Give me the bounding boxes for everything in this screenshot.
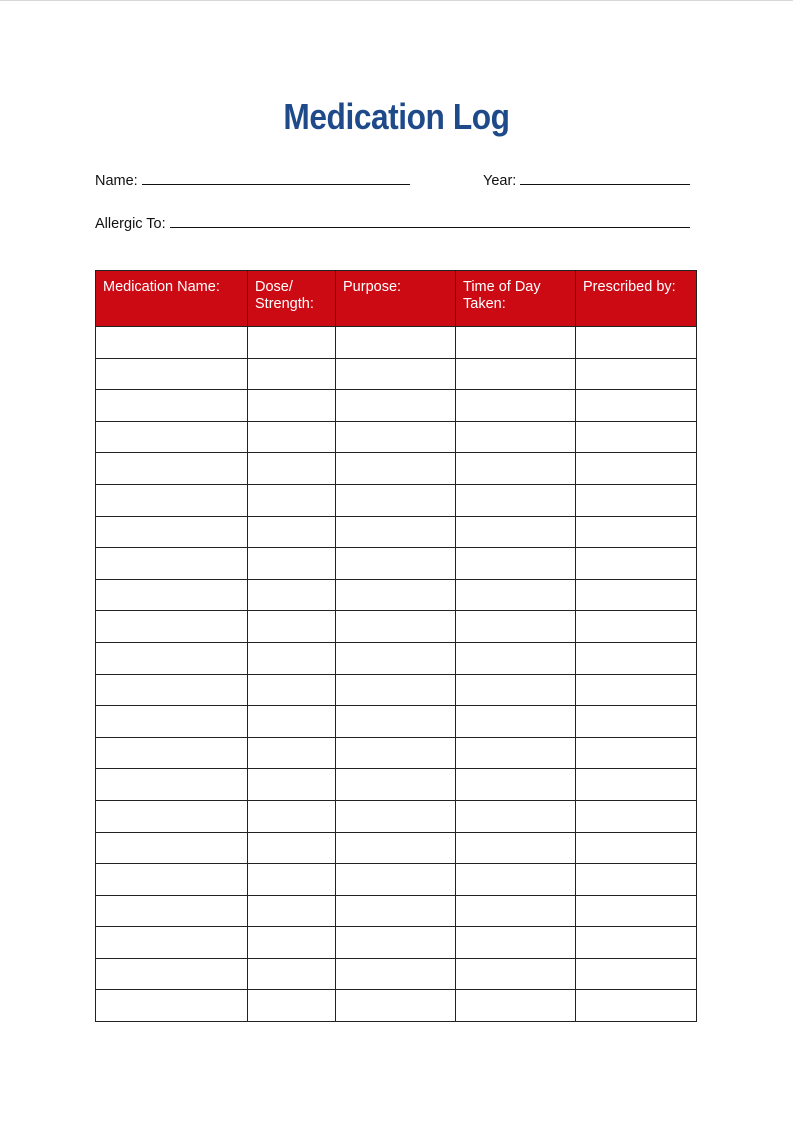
dose-strength-cell[interactable] <box>248 674 336 706</box>
purpose-cell[interactable] <box>336 358 456 390</box>
time-of-day-cell[interactable] <box>456 706 576 738</box>
prescribed-by-cell[interactable] <box>576 706 697 738</box>
column-header-medication-name: Medication Name: <box>96 271 248 327</box>
dose-strength-cell[interactable] <box>248 737 336 769</box>
purpose-cell[interactable] <box>336 895 456 927</box>
table-row <box>96 832 697 864</box>
time-of-day-cell[interactable] <box>456 674 576 706</box>
table-row <box>96 958 697 990</box>
dose-strength-cell[interactable] <box>248 864 336 896</box>
column-header-prescribed-by: Prescribed by: <box>576 271 697 327</box>
prescribed-by-cell[interactable] <box>576 990 697 1022</box>
dose-strength-cell[interactable] <box>248 800 336 832</box>
purpose-cell[interactable] <box>336 516 456 548</box>
purpose-cell[interactable] <box>336 769 456 801</box>
time-of-day-cell[interactable] <box>456 927 576 959</box>
year-blank-line[interactable] <box>520 172 690 185</box>
prescribed-by-cell[interactable] <box>576 769 697 801</box>
table-row <box>96 990 697 1022</box>
time-of-day-cell[interactable] <box>456 769 576 801</box>
medication-name-cell[interactable] <box>96 832 248 864</box>
prescribed-by-cell[interactable] <box>576 390 697 422</box>
medication-name-cell[interactable] <box>96 990 248 1022</box>
table-row <box>96 390 697 422</box>
prescribed-by-cell[interactable] <box>576 516 697 548</box>
time-of-day-cell[interactable] <box>456 832 576 864</box>
time-of-day-cell[interactable] <box>456 990 576 1022</box>
prescribed-by-cell[interactable] <box>576 800 697 832</box>
table-row <box>96 864 697 896</box>
prescribed-by-cell[interactable] <box>576 358 697 390</box>
prescribed-by-cell[interactable] <box>576 421 697 453</box>
table-row <box>96 769 697 801</box>
prescribed-by-cell[interactable] <box>576 579 697 611</box>
medication-name-cell[interactable] <box>96 611 248 643</box>
prescribed-by-cell[interactable] <box>576 832 697 864</box>
table-row <box>96 579 697 611</box>
medication-name-cell[interactable] <box>96 769 248 801</box>
purpose-cell[interactable] <box>336 611 456 643</box>
page-title: Medication Log <box>283 96 510 137</box>
purpose-cell[interactable] <box>336 674 456 706</box>
dose-strength-cell[interactable] <box>248 958 336 990</box>
dose-strength-cell[interactable] <box>248 390 336 422</box>
time-of-day-cell[interactable] <box>456 579 576 611</box>
allergic-to-label: Allergic To: <box>95 216 166 232</box>
medication-name-cell[interactable] <box>96 737 248 769</box>
medication-name-cell[interactable] <box>96 453 248 485</box>
medication-name-cell[interactable] <box>96 958 248 990</box>
prescribed-by-cell[interactable] <box>576 864 697 896</box>
prescribed-by-cell[interactable] <box>576 927 697 959</box>
table-row <box>96 895 697 927</box>
prescribed-by-cell[interactable] <box>576 958 697 990</box>
prescribed-by-cell[interactable] <box>576 611 697 643</box>
medication-name-cell[interactable] <box>96 358 248 390</box>
dose-strength-cell[interactable] <box>248 358 336 390</box>
prescribed-by-cell[interactable] <box>576 737 697 769</box>
time-of-day-cell[interactable] <box>456 548 576 580</box>
purpose-cell[interactable] <box>336 548 456 580</box>
prescribed-by-cell[interactable] <box>576 548 697 580</box>
purpose-cell[interactable] <box>336 579 456 611</box>
time-of-day-cell[interactable] <box>456 800 576 832</box>
prescribed-by-cell[interactable] <box>576 674 697 706</box>
dose-strength-cell[interactable] <box>248 927 336 959</box>
dose-strength-cell[interactable] <box>248 548 336 580</box>
dose-strength-cell[interactable] <box>248 706 336 738</box>
name-blank-line[interactable] <box>142 172 410 185</box>
medication-name-cell[interactable] <box>96 548 248 580</box>
purpose-cell[interactable] <box>336 990 456 1022</box>
prescribed-by-cell[interactable] <box>576 327 697 359</box>
purpose-cell[interactable] <box>336 864 456 896</box>
medication-name-cell[interactable] <box>96 927 248 959</box>
page-top-edge <box>0 0 793 1</box>
medication-name-cell[interactable] <box>96 421 248 453</box>
table-row <box>96 421 697 453</box>
medication-name-cell[interactable] <box>96 327 248 359</box>
table-row <box>96 737 697 769</box>
column-header-purpose: Purpose: <box>336 271 456 327</box>
prescribed-by-cell[interactable] <box>576 895 697 927</box>
table-row <box>96 642 697 674</box>
time-of-day-cell[interactable] <box>456 421 576 453</box>
table-row <box>96 453 697 485</box>
column-header-dose-strength: Dose/ Strength: <box>248 271 336 327</box>
dose-strength-cell[interactable] <box>248 769 336 801</box>
purpose-cell[interactable] <box>336 642 456 674</box>
medication-name-cell[interactable] <box>96 706 248 738</box>
medication-name-cell[interactable] <box>96 642 248 674</box>
time-of-day-cell[interactable] <box>456 895 576 927</box>
medication-name-cell[interactable] <box>96 390 248 422</box>
dose-strength-cell[interactable] <box>248 516 336 548</box>
dose-strength-cell[interactable] <box>248 990 336 1022</box>
time-of-day-cell[interactable] <box>456 484 576 516</box>
medication-name-cell[interactable] <box>96 895 248 927</box>
table-body <box>96 327 697 1022</box>
purpose-cell[interactable] <box>336 706 456 738</box>
dose-strength-cell[interactable] <box>248 611 336 643</box>
purpose-cell[interactable] <box>336 927 456 959</box>
allergic-to-field <box>95 215 690 232</box>
prescribed-by-cell[interactable] <box>576 484 697 516</box>
allergic-to-blank-line[interactable] <box>170 215 690 228</box>
purpose-cell[interactable] <box>336 327 456 359</box>
table-row <box>96 516 697 548</box>
dose-strength-cell[interactable] <box>248 484 336 516</box>
name-label: Name: <box>95 173 138 189</box>
medication-name-cell[interactable] <box>96 516 248 548</box>
name-field <box>95 172 410 189</box>
medication-name-cell[interactable] <box>96 864 248 896</box>
table-row <box>96 611 697 643</box>
table-row <box>96 548 697 580</box>
column-header-time-of-day-taken: Time of Day Taken: <box>456 271 576 327</box>
purpose-cell[interactable] <box>336 737 456 769</box>
time-of-day-cell[interactable] <box>456 642 576 674</box>
purpose-cell[interactable] <box>336 484 456 516</box>
prescribed-by-cell[interactable] <box>576 453 697 485</box>
year-label: Year: <box>483 173 517 189</box>
dose-strength-cell[interactable] <box>248 642 336 674</box>
year-field <box>483 172 690 189</box>
table-row <box>96 674 697 706</box>
prescribed-by-cell[interactable] <box>576 642 697 674</box>
medication-name-cell[interactable] <box>96 484 248 516</box>
table-row <box>96 706 697 738</box>
table-header-row <box>96 271 697 327</box>
purpose-cell[interactable] <box>336 832 456 864</box>
time-of-day-cell[interactable] <box>456 611 576 643</box>
purpose-cell[interactable] <box>336 453 456 485</box>
purpose-cell[interactable] <box>336 421 456 453</box>
time-of-day-cell[interactable] <box>456 516 576 548</box>
medication-name-cell[interactable] <box>96 579 248 611</box>
medication-name-cell[interactable] <box>96 674 248 706</box>
dose-strength-cell[interactable] <box>248 895 336 927</box>
time-of-day-cell[interactable] <box>456 958 576 990</box>
purpose-cell[interactable] <box>336 800 456 832</box>
medication-name-cell[interactable] <box>96 800 248 832</box>
time-of-day-cell[interactable] <box>456 327 576 359</box>
dose-strength-cell[interactable] <box>248 832 336 864</box>
table-row <box>96 327 697 359</box>
dose-strength-cell[interactable] <box>248 421 336 453</box>
dose-strength-cell[interactable] <box>248 327 336 359</box>
table-row <box>96 484 697 516</box>
time-of-day-cell[interactable] <box>456 864 576 896</box>
table-row <box>96 927 697 959</box>
purpose-cell[interactable] <box>336 958 456 990</box>
purpose-cell[interactable] <box>336 390 456 422</box>
time-of-day-cell[interactable] <box>456 358 576 390</box>
dose-strength-cell[interactable] <box>248 579 336 611</box>
time-of-day-cell[interactable] <box>456 453 576 485</box>
table-row <box>96 358 697 390</box>
table-row <box>96 800 697 832</box>
medication-log-table <box>95 270 697 1022</box>
dose-strength-cell[interactable] <box>248 453 336 485</box>
time-of-day-cell[interactable] <box>456 390 576 422</box>
time-of-day-cell[interactable] <box>456 737 576 769</box>
